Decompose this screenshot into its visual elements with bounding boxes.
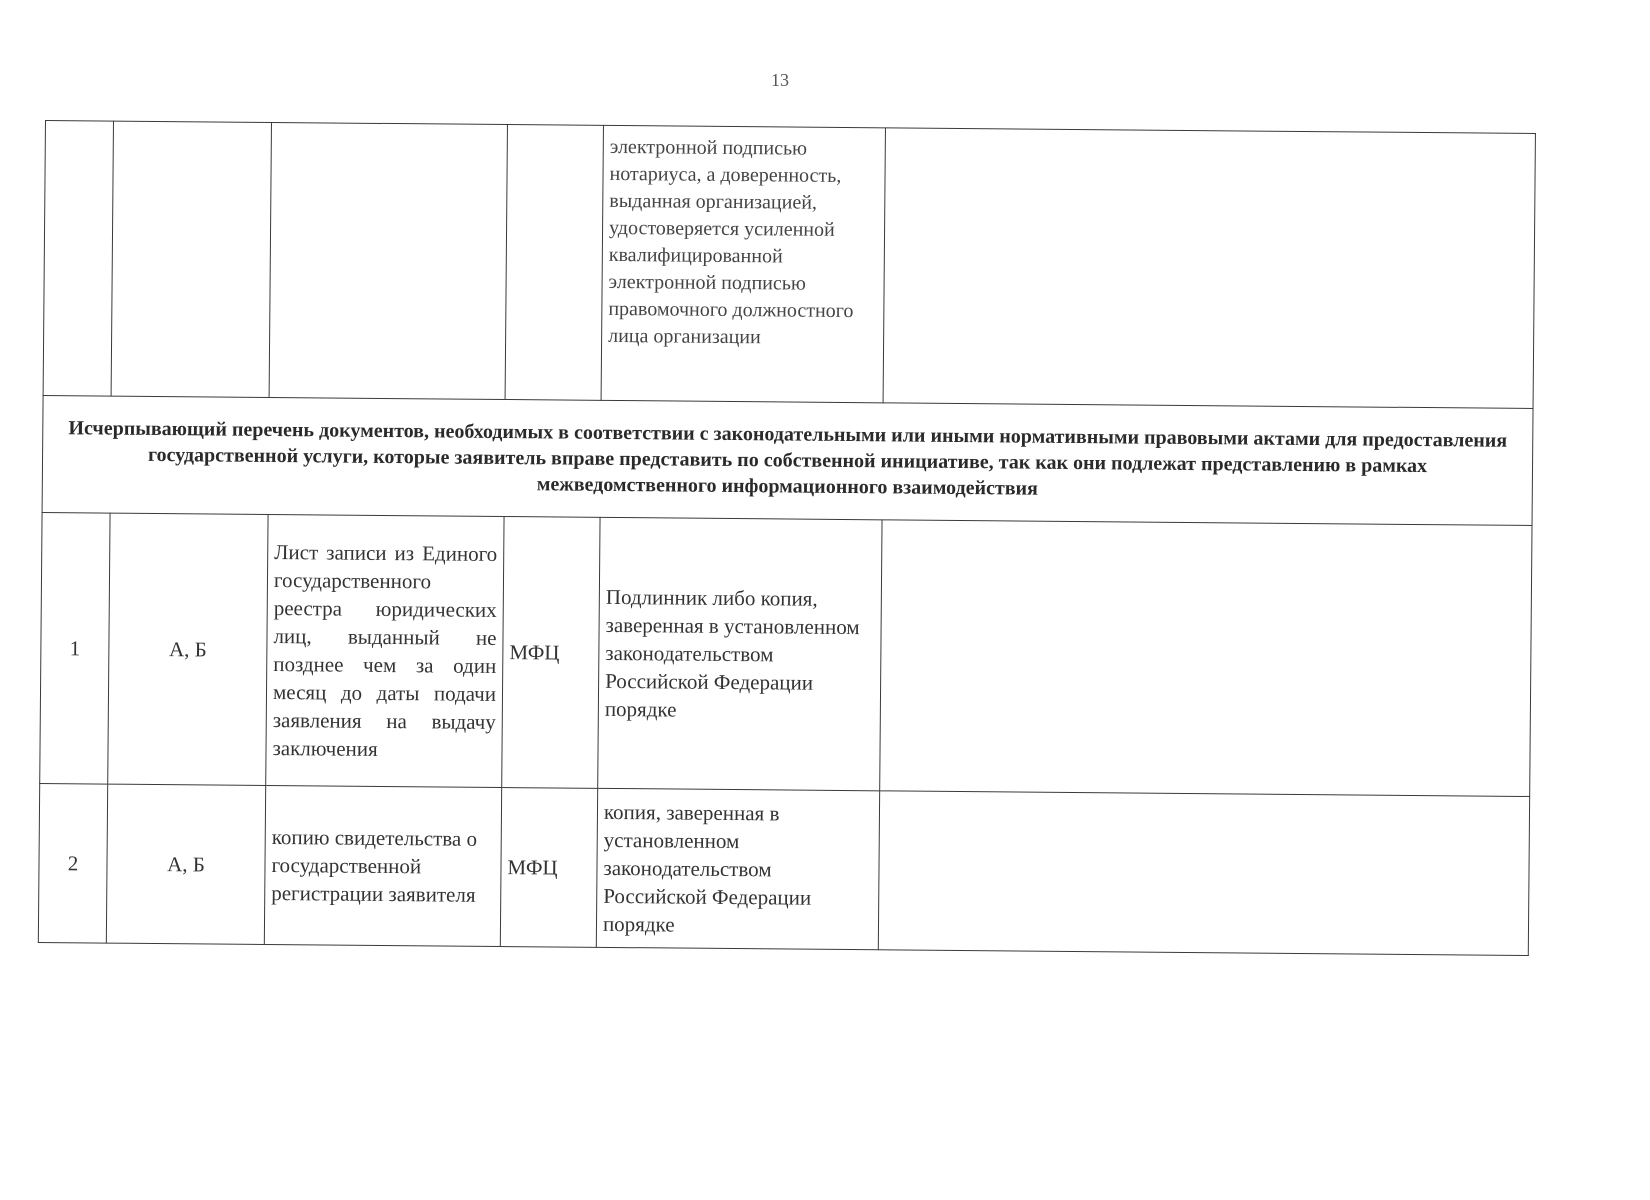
cell-category: А, Б — [108, 513, 268, 785]
cell-source — [505, 125, 603, 401]
cell-number — [43, 121, 113, 397]
cell-document — [269, 122, 507, 399]
cell-form: Подлинник либо копия, заверенная в установленном законодательством Российской Федерации порядке — [598, 517, 882, 790]
table-row — [40, 512, 1532, 796]
cell-category: А, Б — [106, 784, 265, 944]
cell-note — [883, 128, 1535, 409]
cell-category — [111, 121, 271, 397]
cell-source: МФЦ — [500, 788, 597, 948]
page-number: 13 — [771, 70, 789, 90]
cell-note — [878, 791, 1529, 956]
section-heading-row — [42, 395, 1533, 525]
table-row-continued — [43, 121, 1535, 409]
table-row — [38, 783, 1529, 955]
cell-number: 2 — [38, 783, 107, 943]
cell-note — [880, 520, 1532, 797]
section-heading: Исчерпывающий перечень документов, необходимых в соответствии с законодательными или иными нормативными правовыми актами для предоставления государственной услуги, которые заявитель вправе представить по собственной инициативе, так как они подлежат представлению в рамках межведомственного информационного взаимодействия — [42, 395, 1533, 525]
documents-table — [38, 120, 1536, 956]
cell-form: копия, заверенная в установленном законодательством Российской Федерации порядке — [596, 788, 879, 949]
cell-continued-text: электронной подписью нотариуса, а доверенность, выданная организацией, удостоверяется усиленной квалифицированной электронной подписью правомочного должностного лица организации — [601, 125, 885, 402]
cell-number: 1 — [40, 512, 110, 784]
cell-source: МФЦ — [502, 517, 600, 789]
cell-document: Лист записи из Единого государственного реестра юридических лиц, выданный не позднее чем за один месяц до даты подачи заявления на выдачу заключения — [266, 514, 504, 787]
cell-document: копию свидетельства о государственной регистрации заявителя — [264, 785, 501, 946]
